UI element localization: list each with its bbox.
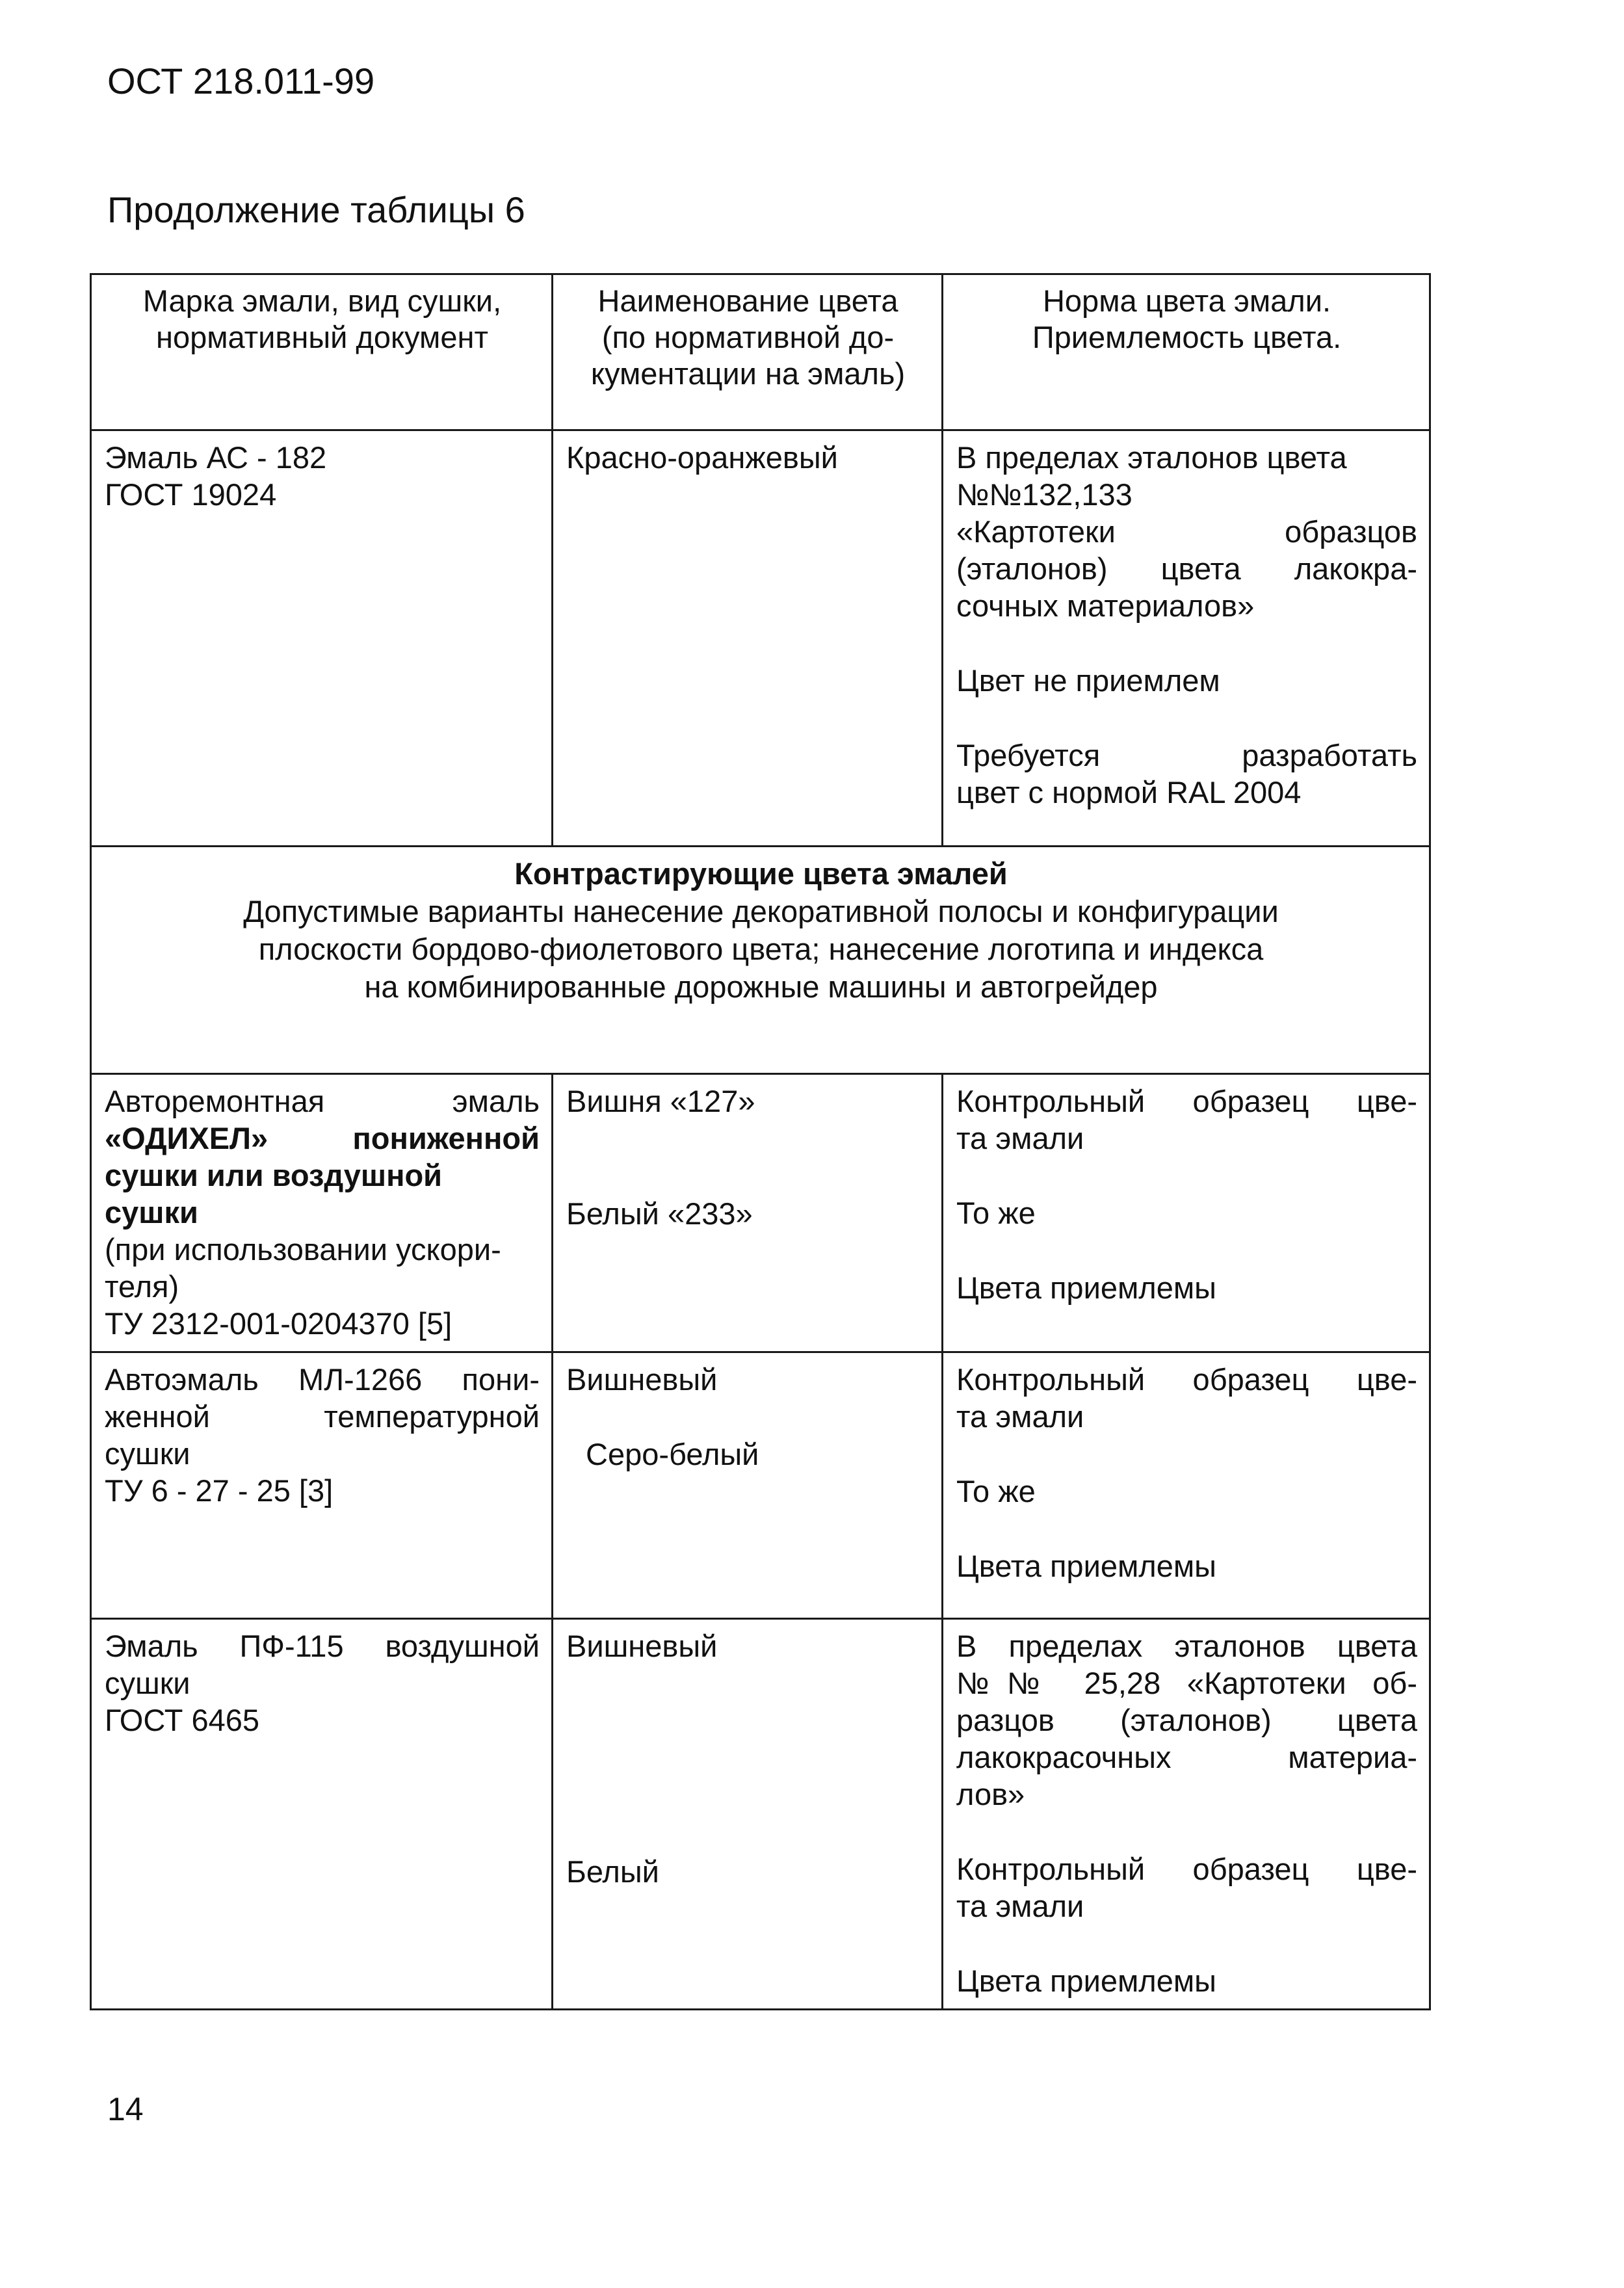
norm-text: Контрольный образец цве- [956,1362,1417,1397]
norm-text: Контрольный образец цве- [956,1852,1417,1886]
header-text: Наименование цвета [597,283,898,318]
brand-text: сушки [105,1436,190,1471]
page-number: 14 [107,2091,144,2127]
norm-text: та эмали [956,1889,1084,1923]
table-row [91,1352,1430,1619]
color-cell [553,1074,943,1352]
header-text: (по нормативной до- [601,320,895,354]
spacer [956,1157,1417,1194]
norm-text: В пределах эталонов цвета [956,440,1347,475]
table-row [91,1619,1430,2010]
table-row [91,430,1430,847]
brand-text: (при использовании ускори- [105,1232,501,1267]
header-text: Марка эмали, вид сушки, [142,283,502,318]
norm-text: То же [956,1196,1036,1230]
header-cell-brand [91,274,553,430]
acceptance-text: Цвета приемлемы [956,1964,1216,1998]
norm-text: та эмали [956,1121,1084,1155]
brand-text: сушки или воздушной сушки [105,1158,443,1229]
spacer [956,1813,1417,1850]
color-text: Серо-белый [586,1437,759,1471]
requirement-text: цвет с нормой RAL 2004 [956,775,1302,809]
color-text: Красно-оранжевый [566,440,838,475]
spacer [956,1925,1417,1962]
color-text: Вишневый [566,1629,718,1663]
header-text: Норма цвета эмали. [1042,283,1331,318]
spacer [956,1510,1417,1547]
norm-cell [943,1619,1430,2010]
norm-text: №№132,133 [956,477,1133,512]
brand-text: Эмаль ПФ-115 воздушной [105,1629,540,1663]
brand-cell [91,1352,553,1619]
brand-cell [91,1619,553,2010]
spacer [956,624,1417,662]
brand-text: ТУ 6 - 27 - 25 [3] [105,1473,334,1508]
color-cell [553,1352,943,1619]
color-norm-table [90,273,1431,2010]
norm-cell [943,430,1430,847]
requirement-text: Требуется разработать [956,738,1417,772]
brand-text: Автоэмаль МЛ-1266 пони- [105,1362,540,1397]
color-text: Белый «233» [566,1196,753,1231]
brand-text: ГОСТ 19024 [105,477,277,512]
acceptance-text: Цвета приемлемы [956,1270,1216,1305]
header-text: кументации на эмаль) [590,356,906,391]
document-code: ОСТ 218.011-99 [107,60,375,101]
norm-cell [943,1074,1430,1352]
spacer [566,1664,930,1702]
brand-text: теля) [105,1269,179,1304]
spacer [566,1120,930,1157]
acceptance-text: Цвет не приемлем [956,663,1220,698]
color-cell [553,1619,943,2010]
spacer [566,1778,930,1815]
norm-text: (эталонов) цвета лакокра- [956,551,1417,586]
brand-doc-text: ТУ 2312-001-0204370 [5] [105,1306,452,1341]
section-text: на комбинированные дорожные машины и автогрейдер [364,969,1158,1004]
norm-text: лакокрасочных материа- [956,1740,1417,1774]
section-text: Допустимые варианты нанесение декоративной полосы и конфигурации [243,894,1279,928]
brand-cell [91,430,553,847]
brand-text: ГОСТ 6465 [105,1703,260,1737]
header-cell-color-norm [943,274,1430,430]
table-header-row [91,274,1430,430]
header-cell-color-name [553,274,943,430]
spacer [566,1815,930,1853]
spacer [956,1435,1417,1473]
header-text: Приемлемость цвета. [1032,320,1342,354]
color-text: Белый [566,1854,659,1889]
brand-text: Эмаль АС - 182 [105,440,327,475]
spacer [566,1157,930,1195]
section-text: плоскости бордово-фиолетового цвета; нанесение логотипа и индекса [258,932,1264,966]
norm-text: №№ 25,28 «Картотеки об- [956,1666,1417,1700]
table-row [91,1074,1430,1352]
color-text: Вишневый [566,1362,718,1397]
norm-text: В пределах эталонов цвета [956,1629,1417,1663]
header-text: нормативный документ [155,320,488,354]
norm-text: лов» [956,1777,1025,1811]
norm-text: разцов (эталонов) цвета [956,1703,1417,1737]
contrast-colors-section [91,847,1430,1074]
color-text: Вишня «127» [566,1084,755,1118]
spacer [956,699,1417,737]
brand-cell [91,1074,553,1352]
brand-text: Авторемонтная эмаль [105,1084,540,1118]
spacer [566,1702,930,1740]
spacer [956,1231,1417,1269]
color-cell [553,430,943,847]
acceptance-text: Цвета приемлемы [956,1549,1216,1583]
brand-text: женной температурной [105,1399,540,1434]
brand-text: «ОДИХЕЛ» пониженной [105,1121,540,1155]
spacer [566,1740,930,1778]
norm-text: То же [956,1474,1036,1508]
section-title: Контрастирующие цвета эмалей [514,856,1008,891]
table-caption: Продолжение таблицы 6 [107,189,525,230]
spacer [566,1398,930,1436]
norm-text: «Картотеки образцов [956,514,1417,549]
norm-text: сочных материалов» [956,588,1255,623]
norm-text: Контрольный образец цве- [956,1084,1417,1118]
norm-text: та эмали [956,1399,1084,1434]
section-row [91,847,1430,1074]
norm-cell [943,1352,1430,1619]
brand-text: сушки [105,1666,190,1700]
